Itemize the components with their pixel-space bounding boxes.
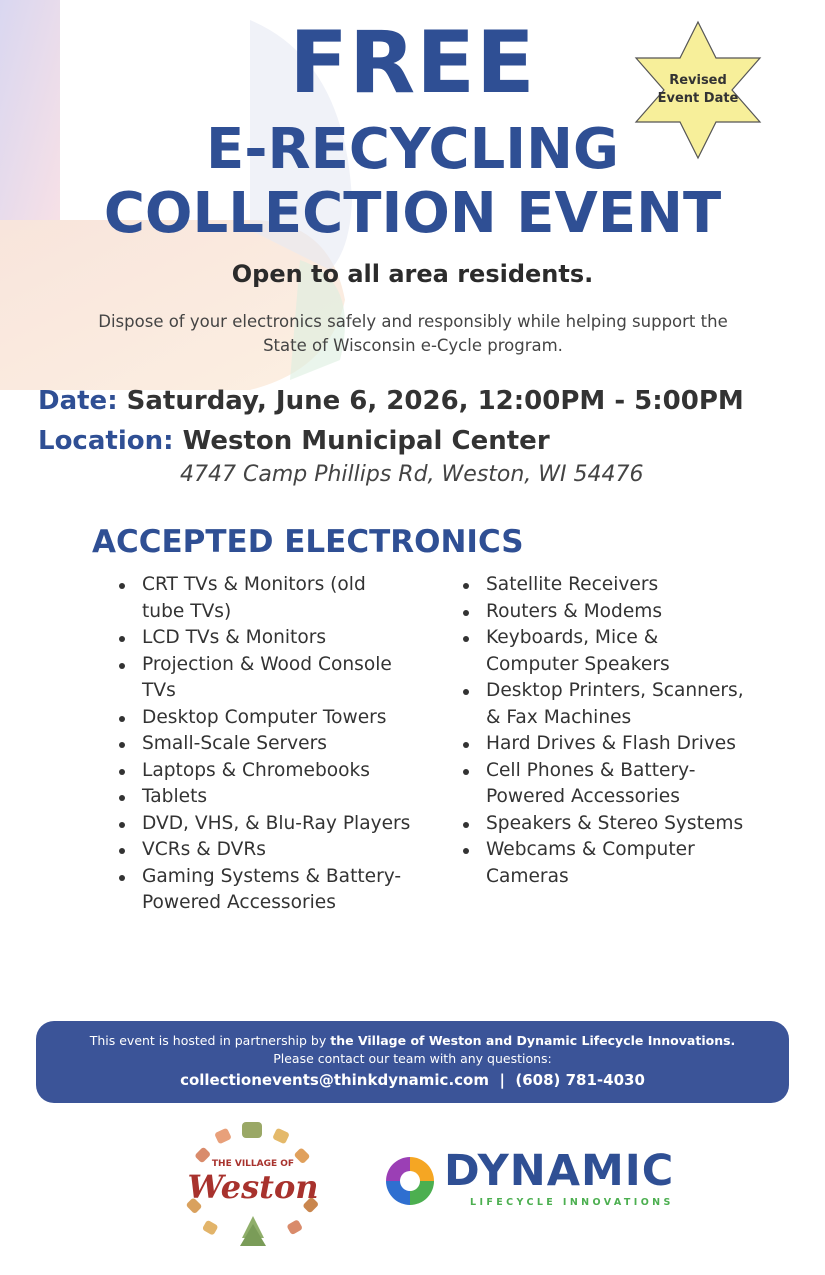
date-value: Saturday, June 6, 2026, 12:00PM - 5:00PM bbox=[126, 386, 744, 416]
dynamic-logo-tagline: LIFECYCLE INNOVATIONS bbox=[470, 1197, 674, 1208]
list-item: Webcams & Computer Cameras bbox=[456, 837, 756, 890]
list-item: DVD, VHS, & Blu-Ray Players bbox=[112, 811, 412, 838]
description bbox=[52, 310, 774, 358]
accepted-list-left bbox=[112, 572, 412, 917]
description-line-2: State of Wisconsin e-Cycle program. bbox=[263, 336, 563, 355]
dynamic-logo-wordmark: DYNAMIC bbox=[444, 1146, 675, 1196]
list-item: Keyboards, Mice & Computer Speakers bbox=[456, 625, 756, 678]
list-item: Laptops & Chromebooks bbox=[112, 758, 412, 785]
list-item: LCD TVs & Monitors bbox=[112, 625, 412, 652]
partnership-partners: the Village of Weston and Dynamic Lifecycle Innovations. bbox=[330, 1033, 736, 1048]
list-item: Desktop Printers, Scanners, & Fax Machines bbox=[456, 678, 756, 731]
location-value: Weston Municipal Center bbox=[182, 426, 550, 456]
contact-email[interactable]: collectionevents@thinkdynamic.com bbox=[180, 1071, 489, 1089]
revised-date-badge-text bbox=[632, 72, 764, 108]
title-e-recycling: E-RECYCLING bbox=[206, 117, 619, 182]
weston-logo-main-text: Weston bbox=[187, 1168, 319, 1206]
accepted-electronics-title: ACCEPTED ELECTRONICS bbox=[92, 524, 524, 560]
list-item: Cell Phones & Battery-Powered Accessories bbox=[456, 758, 756, 811]
badge-line-2: Event Date bbox=[657, 91, 739, 106]
contact-details bbox=[36, 1069, 789, 1091]
list-item: CRT TVs & Monitors (old tube TVs) bbox=[112, 572, 412, 625]
location-label: Location: bbox=[38, 426, 174, 456]
event-address: 4747 Camp Phillips Rd, Weston, WI 54476 bbox=[180, 462, 644, 487]
title-collection-event: COLLECTION EVENT bbox=[103, 181, 722, 246]
badge-line-1: Revised bbox=[669, 73, 727, 88]
accepted-list-right bbox=[456, 572, 756, 890]
list-item: Small-Scale Servers bbox=[112, 731, 412, 758]
list-item: Hard Drives & Flash Drives bbox=[456, 731, 756, 758]
event-date-row bbox=[38, 386, 744, 416]
weston-logo-small-text: THE VILLAGE OF bbox=[211, 1159, 295, 1169]
contact-prompt: Please contact our team with any questions: bbox=[273, 1051, 552, 1066]
contact-footer-banner bbox=[36, 1021, 789, 1103]
list-item: Desktop Computer Towers bbox=[112, 705, 412, 732]
list-item: Routers & Modems bbox=[456, 599, 756, 626]
partnership-text bbox=[36, 1032, 789, 1050]
list-item: Speakers & Stereo Systems bbox=[456, 811, 756, 838]
list-item: VCRs & DVRs bbox=[112, 837, 412, 864]
event-location-row bbox=[38, 426, 550, 456]
dynamic-logo-icon bbox=[384, 1155, 436, 1207]
contact-phone[interactable]: (608) 781-4030 bbox=[515, 1071, 645, 1089]
date-label: Date: bbox=[38, 386, 118, 416]
list-item: Tablets bbox=[112, 784, 412, 811]
title-free: FREE bbox=[289, 13, 536, 113]
list-item: Gaming Systems & Battery- Powered Accessories bbox=[112, 864, 412, 917]
list-item: Satellite Receivers bbox=[456, 572, 756, 599]
contact-separator: | bbox=[499, 1071, 505, 1089]
subheading: Open to all area residents. bbox=[231, 260, 594, 288]
village-of-weston-logo bbox=[180, 1120, 326, 1248]
partnership-prefix: This event is hosted in partnership by bbox=[89, 1033, 331, 1048]
description-line-1: Dispose of your electronics safely and responsibly while helping support the bbox=[98, 312, 728, 331]
list-item: Projection & Wood Console TVs bbox=[112, 652, 412, 705]
